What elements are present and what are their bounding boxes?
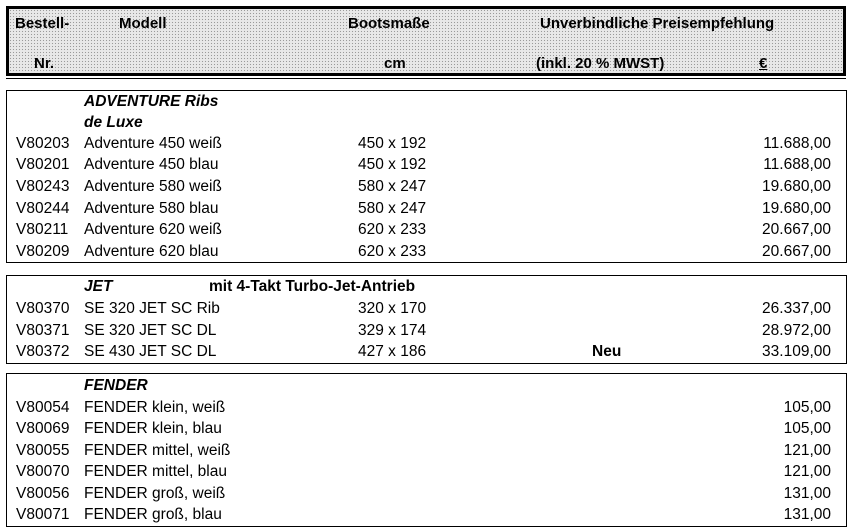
table-row	[7, 504, 846, 525]
group-title: ADVENTURE Ribs	[84, 93, 219, 110]
model-name: FENDER mittel, blau	[84, 463, 227, 480]
table-header	[6, 6, 846, 76]
new-badge: Neu	[592, 343, 622, 360]
order-nr: V80056	[16, 485, 70, 502]
order-nr: V80071	[16, 506, 70, 523]
header-size-unit: cm	[384, 55, 406, 72]
model-name: Adventure 580 blau	[84, 200, 219, 217]
model-name: Adventure 450 blau	[84, 156, 219, 173]
header-currency: €	[759, 55, 768, 72]
model-name: FENDER mittel, weiß	[84, 442, 231, 459]
boat-size: 580 x 247	[358, 200, 427, 217]
price: 105,00	[783, 399, 831, 416]
group-subtitle: mit 4-Takt Turbo-Jet-Antrieb	[209, 278, 416, 295]
table-row	[7, 298, 846, 319]
order-nr: V80201	[16, 156, 70, 173]
model-name: FENDER groß, weiß	[84, 485, 226, 502]
model-name: SE 320 JET SC DL	[84, 322, 217, 339]
order-nr: V80209	[16, 243, 70, 260]
header-order-nr-label: Bestell-	[15, 15, 70, 32]
boat-size: 450 x 192	[358, 156, 427, 173]
price: 105,00	[783, 420, 831, 437]
price: 26.337,00	[762, 300, 831, 317]
table-row	[7, 154, 846, 175]
table-row	[7, 133, 846, 154]
header-order-nr-label-line2: Nr.	[34, 55, 55, 72]
price: 121,00	[783, 463, 831, 480]
header-price-label: Unverbindliche Preisempfehlung	[540, 15, 775, 32]
price: 28.972,00	[762, 322, 831, 339]
model-name: FENDER klein, blau	[84, 420, 222, 437]
group-title: FENDER	[84, 377, 148, 394]
table-row	[7, 440, 846, 461]
table-row	[7, 461, 846, 482]
group-adventure	[6, 90, 847, 263]
model-name: SE 430 JET SC DL	[84, 343, 217, 360]
header-size-label: Bootsmaße	[348, 15, 430, 32]
order-nr: V80371	[16, 322, 70, 339]
table-row	[7, 483, 846, 504]
boat-size: 427 x 186	[358, 343, 427, 360]
order-nr: V80055	[16, 442, 70, 459]
order-nr: V80370	[16, 300, 70, 317]
price: 20.667,00	[762, 221, 831, 238]
price: 131,00	[783, 506, 831, 523]
header-underline	[6, 78, 846, 79]
boat-size: 620 x 233	[358, 221, 427, 238]
price: 121,00	[783, 442, 831, 459]
price: 11.688,00	[763, 135, 831, 152]
table-row	[7, 341, 846, 362]
table-row	[7, 198, 846, 219]
header-model-label: Modell	[119, 15, 167, 32]
price: 20.667,00	[762, 243, 831, 260]
table-row	[7, 241, 846, 262]
price: 33.109,00	[762, 343, 831, 360]
table-row	[7, 320, 846, 341]
table-row	[7, 219, 846, 240]
group-fender	[6, 373, 847, 527]
order-nr: V80244	[16, 200, 70, 217]
table-row	[7, 397, 846, 418]
boat-size: 320 x 170	[358, 300, 427, 317]
model-name: SE 320 JET SC Rib	[84, 300, 220, 317]
group-jet	[6, 275, 847, 364]
price: 19.680,00	[762, 178, 831, 195]
order-nr: V80069	[16, 420, 70, 437]
model-name: FENDER klein, weiß	[84, 399, 226, 416]
order-nr: V80070	[16, 463, 70, 480]
order-nr: V80211	[16, 221, 69, 238]
price: 11.688,00	[763, 156, 831, 173]
boat-size: 450 x 192	[358, 135, 427, 152]
price: 19.680,00	[762, 200, 831, 217]
model-name: Adventure 620 blau	[84, 243, 219, 260]
order-nr: V80243	[16, 178, 70, 195]
model-name: Adventure 580 weiß	[84, 178, 222, 195]
table-row	[7, 176, 846, 197]
boat-size: 329 x 174	[358, 322, 427, 339]
price: 131,00	[783, 485, 831, 502]
boat-size: 620 x 233	[358, 243, 427, 260]
table-row	[7, 418, 846, 439]
group-title: JET	[84, 278, 113, 295]
order-nr: V80203	[16, 135, 70, 152]
header-price-note: (inkl. 20 % MWST)	[536, 55, 665, 72]
group-title-line2: de Luxe	[84, 114, 143, 131]
model-name: Adventure 620 weiß	[84, 221, 222, 238]
order-nr: V80054	[16, 399, 70, 416]
order-nr: V80372	[16, 343, 70, 360]
model-name: FENDER groß, blau	[84, 506, 222, 523]
boat-size: 580 x 247	[358, 178, 427, 195]
model-name: Adventure 450 weiß	[84, 135, 222, 152]
